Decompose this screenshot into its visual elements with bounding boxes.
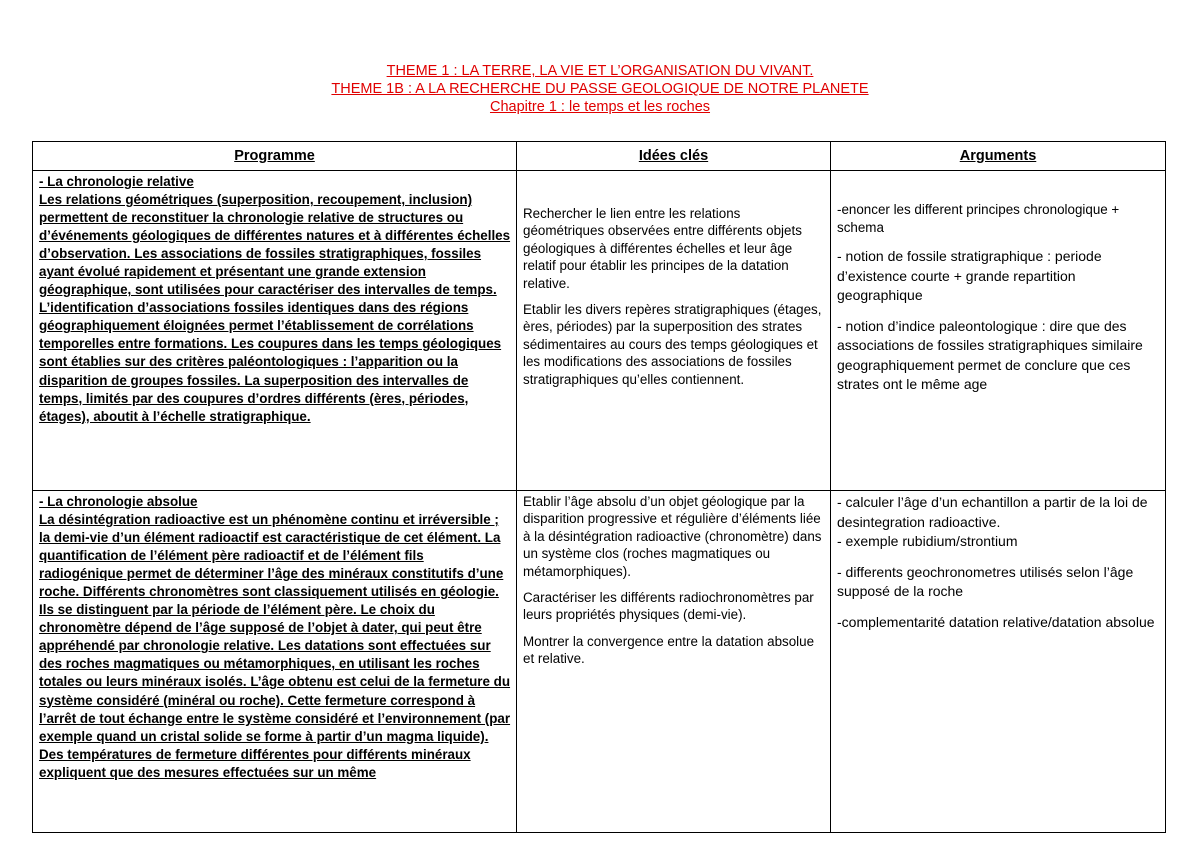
column-header-idees-cles: Idées clés: [517, 142, 831, 171]
theme-title: THEME 1 : LA TERRE, LA VIE ET L’ORGANISATION DU VIVANT.: [386, 63, 814, 79]
argument-item: -enoncer les different principes chronologique + schema: [837, 202, 1120, 235]
idea-item: Montrer la convergence entre la datation absolue et relative.: [523, 633, 815, 667]
argument-item: - differents geochronometres utilisés selon l’âge supposé de la roche: [837, 563, 1134, 599]
argument-item: - calculer l’âge d’un echantillon a partir de la loi de desintegration radioactive.: [837, 494, 1148, 530]
argument-item: - exemple rubidium/strontium: [837, 533, 1018, 549]
programme-text: Les relations géométriques (superposition, recoupement, inclusion) permettent de reconstituer la chronologie relative de structures ou d’événements géologiques de différentes natures et à différentes échelles d’observation. Les associations de fossiles stratigraphiques, fossiles ayant évolué rapidement et présentant une grande extension géographique, sont utilisées pour caractériser des intervalles de temps. L’identification d’associations fossiles identiques dans des régions géographiquement éloignées permet l’établissement de corrélations temporelles entre formations. Les coupures dans les temps géologiques sont établies sur des critères paléontologiques : l’apparition ou la disparition de groupes fossiles. La superposition des intervalles de temps, limités par des coupures d’ordres différents (ères, périodes, étages), aboutit à l’échelle stratigraphique.: [39, 192, 511, 424]
arguments-cell: [831, 491, 1166, 833]
idea-item: Rechercher le lien entre les relations géométriques observées entre différents objets géologiques à différentes échelles et leur âge relatif pour établir les principes de la datation relative.: [523, 206, 802, 291]
chapter-title: Chapitre 1 : le temps et les roches: [489, 99, 711, 115]
subtheme-title: THEME 1B : A LA RECHERCHE DU PASSE GEOLOGIQUE DE NOTRE PLANETE: [331, 81, 869, 97]
programme-heading: - La chronologie absolue: [39, 494, 198, 509]
programme-text: La désintégration radioactive est un phénomène continu et irréversible ; la demi-vie d’un élément radioactif est caractéristique de cet élément. La quantification de l’élément père radioactif et de l’élément fils radiogénique permet de déterminer l’âge des minéraux constitutifs d’une roche. Différents chronomètres sont classiquement utilisés en géologie. Ils se distinguent par la période de l’élément père. Le choix du chronomètre dépend de l’âge supposé de l’objet à dater, qui peut être appréhendé par chronologie relative. Les datations sont effectuées sur des roches magmatiques ou métamorphiques, en utilisant les roches totales ou leurs minéraux isolés. L’âge obtenu est celui de la fermeture du système considéré (minéral ou roche). Cette fermeture correspond à l’arrêt de tout échange entre le système considéré et l’environnement (par exemple quand un cristal solide se forme à partir d’un magma liquide). Des températures de fermeture différentes pour différents minéraux expliquent que des mesures effectuées sur un même: [39, 512, 511, 780]
programme-heading: - La chronologie relative: [39, 174, 194, 189]
ideas-cell: [517, 171, 831, 491]
argument-item: - notion d’indice paleontologique : dire que des associations de fossiles stratigraphiques similaire geographiquement permet de conclure que ces strates ont le même age: [837, 317, 1143, 392]
programme-cell: [33, 171, 517, 491]
ideas-cell: [517, 491, 831, 833]
arguments-cell: [831, 171, 1166, 491]
program-table: [32, 141, 1166, 833]
idea-item: Etablir les divers repères stratigraphiques (étages, ères, périodes) par la superposition des strates sédimentaires au cours des temps géologiques et les modifications des associations de fossiles stratigraphiques qu’elles contiennent.: [523, 302, 822, 387]
document-header: [0, 62, 1200, 116]
idea-item: Etablir l’âge absolu d’un objet géologique par la disparition progressive et régulière d’éléments liée à la désintégration radioactive (chronomètre) dans un système clos (roches magmatiques ou métamorphiques).: [523, 494, 822, 579]
column-header-arguments: Arguments: [831, 142, 1166, 171]
column-header-programme: Programme: [33, 142, 517, 171]
table-row: [33, 171, 1166, 491]
argument-item: -complementarité datation relative/datation absolue: [837, 613, 1155, 630]
table-row: [33, 491, 1166, 833]
idea-item: Caractériser les différents radiochronomètres par leurs propriétés physiques (demi-vie).: [523, 590, 814, 623]
programme-cell: [33, 491, 517, 833]
table-header-row: [33, 142, 1166, 171]
argument-item: - notion de fossile stratigraphique : periode d’existence courte + grande repartition geographique: [837, 248, 1102, 303]
